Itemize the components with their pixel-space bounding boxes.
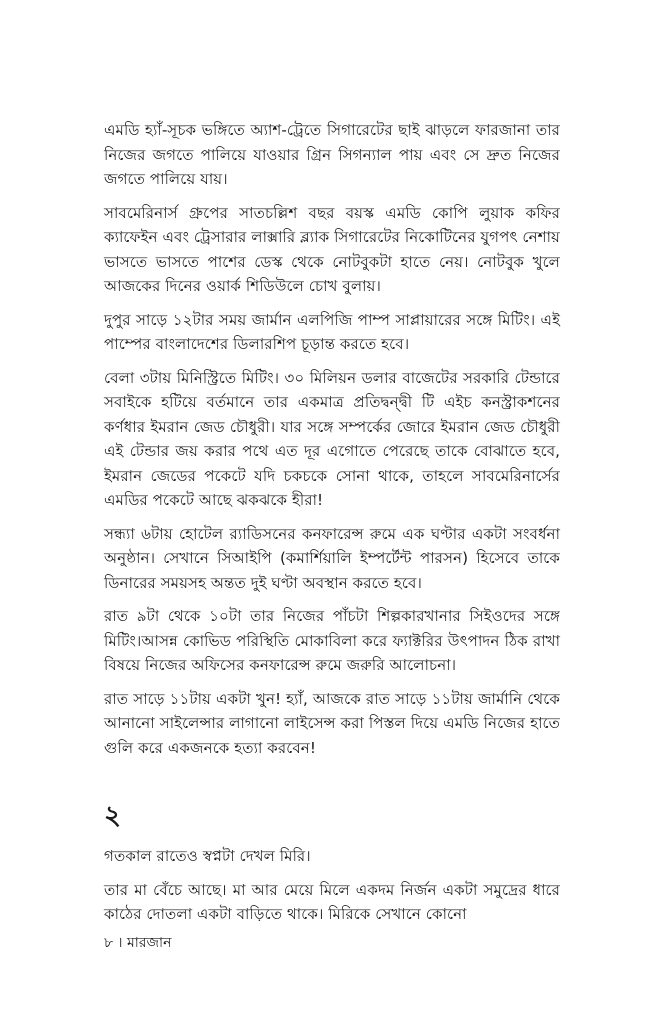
paragraph: দুপুর সাড়ে ১২টার সময় জার্মান এলপিজি পাম্প সাপ্লায়ারের সঙ্গে মিটিং। এই পাম্পের বাংলাদেশের ডিলারশিপ চূড়ান্ত করতে হবে। [104, 310, 560, 353]
paragraph: সাবমেরিনার্স গ্রুপের সাতচল্লিশ বছর বয়স্ক এমডি কোপি লুয়াক কফির ক্যাফেইন এবং ট্রেসারার লাক্সারি ব্ল্যাক সিগারেটের নিকোটিনের যুগপৎ নেশায় ভাসতে ভাসতে পাশের ডেস্ক থেকে নোটবুকটা হাতে নেয়। নোটবুক খুলে আজকের দিনের ওয়ার্ক শিডিউলে চোখ বুলায়। [104, 203, 560, 295]
page-footer: ৮ । মারজান [104, 935, 172, 951]
paragraph: এমডি হ্যাঁ-সূচক ভঙ্গিতে অ্যাশ-ট্রেতে সিগারেটের ছাই ঝাড়লে ফারজানা তার নিজের জগতে পালিয়ে যাওয়ার গ্রিন সিগন্যাল পায় এবং সে দ্রুত নিজের জগতে পালিয়ে যায়। [104, 121, 560, 188]
paragraph: রাত সাড়ে ১১টায় একটা খুন! হ্যাঁ, আজকে রাত সাড়ে ১১টায় জার্মানি থেকে আনানো সাইলেন্সার লাগানো লাইসেন্স করা পিস্তল দিয়ে এমডি নিজের হাতে গুলি করে একজনকে হত্যা করবেন! [104, 689, 560, 757]
paragraph: বেলা ৩টায় মিনিস্ট্রিতে মিটিং। ৩০ মিলিয়ন ডলার বাজেটের সরকারি টেন্ডারে সবাইকে হটিয়ে বর্তমানে তার একমাত্র প্রতিদ্বন্দ্বী টি এইচ কনস্ট্রাকশনের কর্ণধার ইমরান জেড চৌধুরী। যার সঙ্গে সম্পর্কের জোরে ইমরান জেড চৌধুরী এই টেন্ডার জয় করার পথে এত দূর এগোতে পেরেছে তাকে বোঝাতে হবে, ইমরান জেডের পকেটে যদি চকচকে সোনা থাকে, তাহলে সাবমেরিনার্সের এমডির পকেটে আছে ঝকঝকে হীরা! [104, 368, 560, 509]
paragraph: তার মা বেঁচে আছে। মা আর মেয়ে মিলে একদম নির্জন একটা সমুদ্রের ধারে কাঠের দোতলা একটা বাড়িতে থাকে। মিরিকে সেখানে কোনো [104, 880, 560, 923]
paragraph: সন্ধ্যা ৬টায় হোটেল র‍্যাডিসনের কনফারেন্স রুমে এক ঘণ্টার একটা সংবর্ধনা অনুষ্ঠান। সেখানে সিআইপি (কমার্শিয়ালি ইম্পর্টেন্ট পারসন) হিসেবে তাকে ডিনারের সময়সহ অন্তত দুই ঘণ্টা অবস্থান করতে হবে। [104, 524, 560, 592]
page-body [104, 118, 560, 936]
paragraph: গতকাল রাতেও স্বপ্নটা দেখল মিরি। [104, 847, 311, 865]
chapter-number: ২ [104, 801, 121, 831]
paragraph: রাত ৯টা থেকে ১০টা তার নিজের পাঁচটা শিল্পকারখানার সিইওদের সঙ্গে মিটিং।আসন্ন কোভিড পরিস্থিতি মোকাবিলা করে ফ্যাক্টরির উৎপাদন ঠিক রাখা বিষয়ে নিজের অফিসের কনফারেন্স রুমে জরুরি আলোচনা। [104, 607, 560, 674]
